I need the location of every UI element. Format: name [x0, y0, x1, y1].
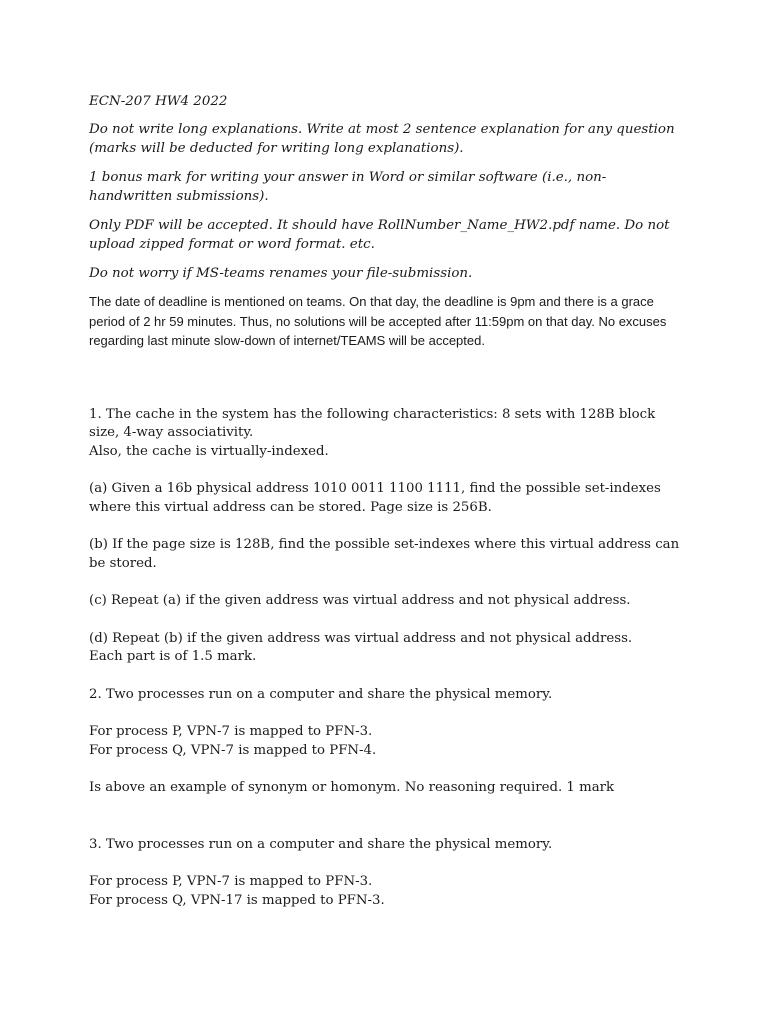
instruction-rename: Do not worry if MS-teams renames your file-submission.	[89, 266, 473, 281]
q1-part-a: (a) Given a 16b physical address 1010 0011 1100 1111, find the possible set-indexes where this virtual address can be stored. Page size is 256B.	[89, 481, 661, 515]
q1-intro: 1. The cache in the system has the following characteristics: 8 sets with 128B block size, 4-way associativity.	[89, 406, 656, 440]
document-title: ECN-207 HW4 2022	[89, 94, 228, 109]
q1-marks: Each part is of 1.5 mark.	[89, 649, 257, 664]
document-page	[89, 92, 689, 910]
q3-process-q: For process Q, VPN-17 is mapped to PFN-3.	[89, 892, 385, 908]
gap	[89, 517, 689, 536]
q2-question: Is above an example of synonym or homonym. No reasoning required. 1 mark	[89, 780, 615, 795]
gap	[89, 854, 689, 873]
gap	[89, 611, 689, 630]
deadline-notice: The date of deadline is mentioned on teams. On that day, the deadline is 9pm and there is a grace period of 2 hr 59 minutes. Thus, no solutions will be accepted after 11:59pm on that day. No excuses regarding last minute slow-down of internet/TEAMS will be accepted.	[89, 294, 667, 348]
gap	[89, 573, 689, 592]
q2-intro: 2. Two processes run on a computer and share the physical memory.	[89, 686, 553, 702]
q3-process-p: For process P, VPN-7 is mapped to PFN-3.	[89, 874, 373, 889]
instruction-bonus: 1 bonus mark for writing your answer in Word or similar software (i.e., non-handwritten submissions).	[89, 170, 607, 204]
q1-intro-2: Also, the cache is virtually-indexed.	[89, 443, 329, 459]
q2-process-p: For process P, VPN-7 is mapped to PFN-3.	[89, 724, 373, 739]
gap	[89, 461, 689, 480]
gap	[89, 667, 689, 686]
q3-intro: 3. Two processes run on a computer and share the physical memory.	[89, 836, 553, 852]
gap	[89, 798, 689, 836]
instruction-format: Only PDF will be accepted. It should have RollNumber_Name_HW2.pdf name. Do not upload zipped format or word format. etc.	[89, 218, 670, 252]
gap	[89, 760, 689, 779]
q1-part-c: (c) Repeat (a) if the given address was virtual address and not physical address.	[89, 593, 631, 608]
instruction-explanations: Do not write long explanations. Write at most 2 sentence explanation for any question (marks will be deducted for writing long explanations).	[89, 122, 675, 156]
gap	[89, 704, 689, 723]
q1-part-b: (b) If the page size is 128B, find the possible set-indexes where this virtual address can be stored.	[89, 537, 680, 571]
q1-part-d: (d) Repeat (b) if the given address was virtual address and not physical address.	[89, 630, 633, 646]
section-spacer	[89, 351, 689, 406]
q2-process-q: For process Q, VPN-7 is mapped to PFN-4.	[89, 742, 377, 758]
